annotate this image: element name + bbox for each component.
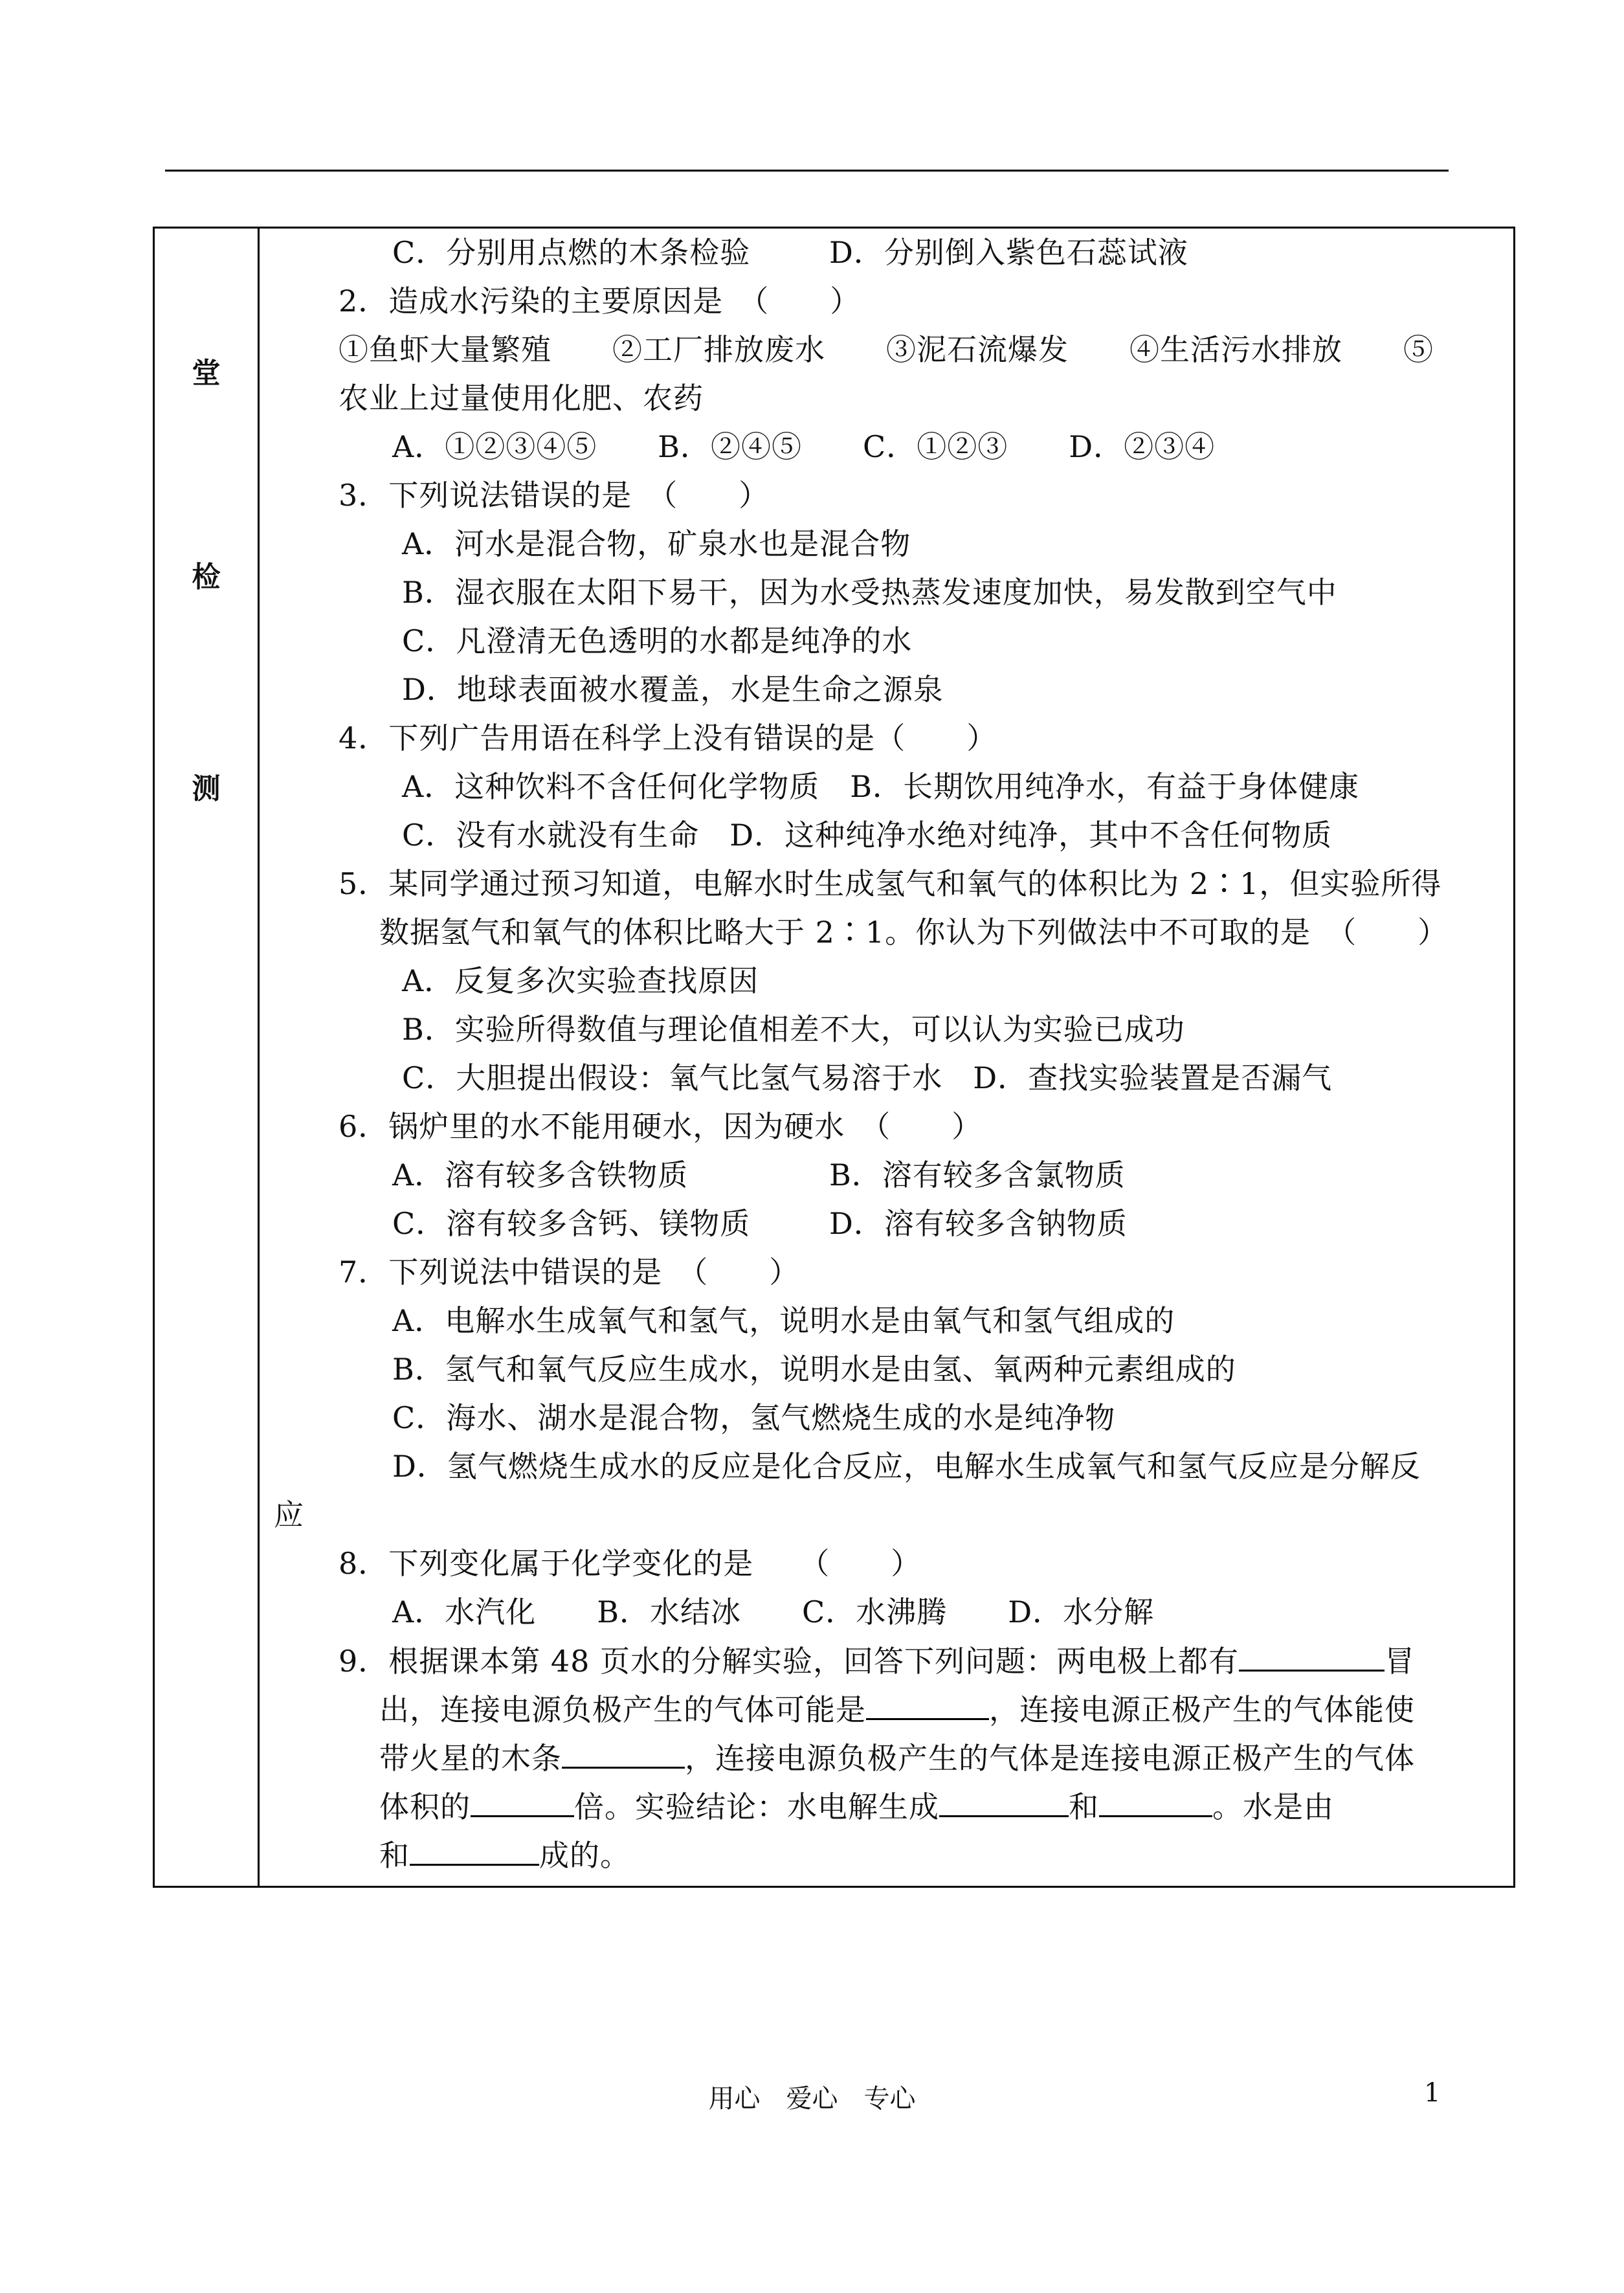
questions-cell [260, 227, 1515, 1888]
q8-options: A．水汽化 B．水结冰 C．水沸腾 D．水分解 [392, 1594, 1155, 1629]
section-label-char: 堂 [192, 357, 221, 390]
q2-items: ①鱼虾大量繁殖 ②工厂排放废水 ③泥石流爆发 ④生活污水排放 ⑤ [339, 332, 1434, 367]
q9-line2 [379, 1690, 1415, 1728]
q9-line1 [339, 1641, 1415, 1680]
answer-blank[interactable] [471, 1787, 574, 1817]
q6-option-a: A．溶有较多含铁物质 [392, 1158, 689, 1192]
q3-stem: 3．下列说法错误的是 （ ） [339, 478, 770, 513]
answer-blank[interactable] [1099, 1787, 1212, 1817]
q1-option-c: C．分别用点燃的木条检验 [392, 235, 751, 270]
q9-text: 出，连接电源负极产生的气体可能是 [379, 1692, 866, 1727]
q9-text: ，连接电源负极产生的气体是连接电源正极产生的气体 [685, 1741, 1415, 1776]
q7-stem: 7．下列说法中错误的是 （ ） [339, 1255, 800, 1290]
q9-text: 带火星的木条 [379, 1741, 562, 1776]
answer-blank[interactable] [866, 1690, 989, 1720]
q2-items-cont: 农业上过量使用化肥、农药 [339, 381, 704, 416]
q6-option-d: D．溶有较多含钠物质 [829, 1206, 1128, 1241]
answer-blank[interactable] [1239, 1641, 1385, 1672]
q9-text: 成的。 [539, 1838, 630, 1873]
answer-blank[interactable] [562, 1738, 685, 1769]
q9-line3 [379, 1738, 1415, 1777]
q6-option-c: C．溶有较多含钙、镁物质 [392, 1206, 751, 1241]
q4-options-ab: A．这种饮料不含任何化学物质 B．长期饮用纯净水，有益于身体健康 [402, 769, 1360, 804]
q9-line4 [379, 1787, 1334, 1826]
q5-stem-line1: 5．某同学通过预习知道，电解水时生成氢气和氧气的体积比为 2∶1，但实验所得 [339, 866, 1442, 901]
q6-stem: 6．锅炉里的水不能用硬水，因为硬水 （ ） [339, 1109, 983, 1144]
q7-option-d: D．氢气燃烧生成水的反应是化合反应，电解水生成氧气和氢气反应是分解反 [392, 1449, 1421, 1484]
q5-stem-line2: 数据氢气和氧气的体积比略大于 2∶1。你认为下列做法中不可取的是 （ ） [379, 915, 1449, 950]
q5-option-a: A．反复多次实验查找原因 [402, 963, 759, 998]
q6-option-b: B．溶有较多含氯物质 [829, 1158, 1126, 1192]
section-label-char: 检 [192, 561, 221, 594]
q5-option-b: B．实验所得数值与理论值相差不大，可以认为实验已成功 [402, 1012, 1185, 1047]
q4-options-cd: C．没有水就没有生命 D．这种纯净水绝对纯净，其中不含任何物质 [402, 818, 1333, 853]
footer-motto: 用心 爱心 专心 [708, 2084, 916, 2114]
q3-option-d: D．地球表面被水覆盖，水是生命之源泉 [402, 672, 944, 707]
q9-text: 倍。实验结论：水电解生成 [574, 1789, 939, 1824]
answer-blank[interactable] [939, 1787, 1069, 1817]
q9-text: 冒 [1385, 1644, 1416, 1679]
header-rule [165, 170, 1449, 172]
q7-option-c: C．海水、湖水是混合物，氢气燃烧生成的水是纯净物 [392, 1400, 1116, 1435]
q2-options: A．①②③④⑤ B．②④⑤ C．①②③ D．②③④ [392, 429, 1216, 464]
answer-blank[interactable] [410, 1835, 539, 1866]
q2-stem: 2．造成水污染的主要原因是 （ ） [339, 284, 861, 319]
q9-text: 体积的 [379, 1789, 471, 1824]
q5-options-cd: C．大胆提出假设：氧气比氢气易溶于水 D．查找实验装置是否漏气 [402, 1060, 1333, 1095]
q7-option-d-cont: 应 [274, 1497, 304, 1532]
section-label-column [153, 227, 260, 1888]
section-label-char: 测 [192, 772, 221, 805]
q9-text: 和 [379, 1838, 410, 1873]
q3-option-c: C．凡澄清无色透明的水都是纯净的水 [402, 623, 913, 658]
q9-text: 9．根据课本第 48 页水的分解实验，回答下列问题：两电极上都有 [339, 1644, 1240, 1679]
q1-option-d: D．分别倒入紫色石蕊试液 [829, 235, 1188, 270]
q9-text: 。水是由 [1212, 1789, 1334, 1824]
q4-stem: 4．下列广告用语在科学上没有错误的是（ ） [339, 721, 997, 755]
q9-text: 和 [1069, 1789, 1099, 1824]
q8-stem: 8．下列变化属于化学变化的是 （ ） [339, 1546, 922, 1581]
q3-option-a: A．河水是混合物，矿泉水也是混合物 [402, 526, 911, 561]
q9-text: ，连接电源正极产生的气体能使 [989, 1692, 1415, 1727]
page-number: 1 [1424, 2078, 1441, 2108]
q9-line5 [379, 1835, 630, 1874]
q3-option-b: B．湿衣服在太阳下易干，因为水受热蒸发速度加快，易发散到空气中 [402, 575, 1337, 610]
q7-option-b: B．氢气和氧气反应生成水，说明水是由氢、氧两种元素组成的 [392, 1352, 1236, 1387]
q7-option-a: A．电解水生成氧气和氢气，说明水是由氧气和氢气组成的 [392, 1303, 1175, 1338]
